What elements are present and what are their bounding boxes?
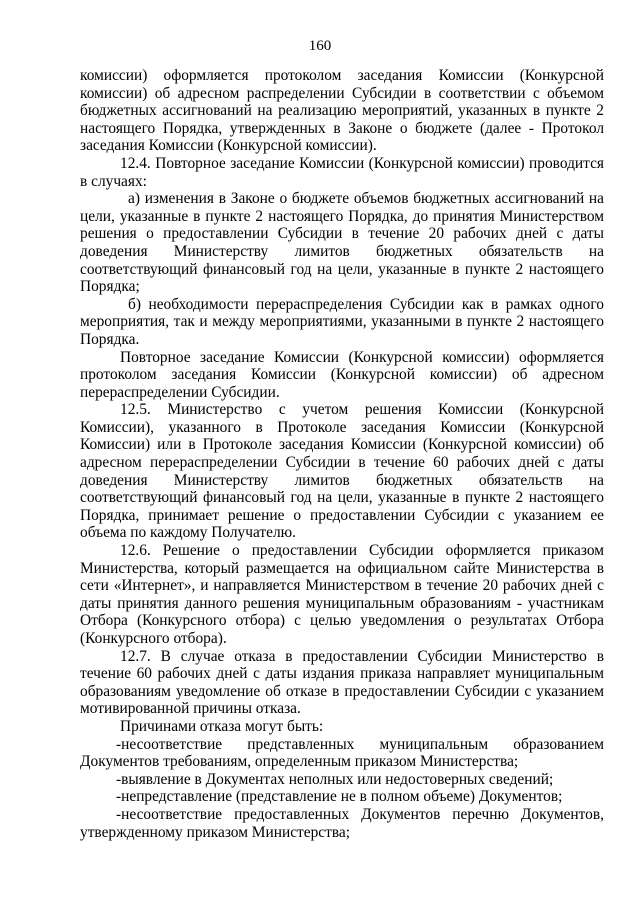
list-item-reason-2: -выявление в Документах неполных или недостоверных сведений; xyxy=(116,770,554,788)
paragraph-12-7: 12.7. В случае отказа в предоставлении Субсидии Министерство в течение 60 рабочих дней с даты издания приказа направляет муниципальным образованиям уведомление об отказе в предоставлении Субсидии с указанием мотивированной причины отказа. xyxy=(80,647,604,718)
paragraph-continuation: комиссии) оформляется протоколом заседания Комиссии (Конкурсной комиссии) об адресном распределении Субсидии в соответствии с объемом бюджетных ассигнований на реализацию мероприятий, указанных в пункте 2 настоящего Порядка, утвержденных в Законе о бюджете (далее - Протокол заседания Комиссии (Конкурсной комиссии). xyxy=(80,67,604,155)
page-number: 160 xyxy=(308,38,332,54)
paragraph-12-4: 12.4. Повторное заседание Комиссии (Конкурсной комиссии) проводится в случаях: xyxy=(80,154,604,190)
paragraph-refusal-reasons-intro: Причинами отказа могут быть: xyxy=(120,717,324,735)
paragraph-12-6: 12.6. Решение о предоставлении Субсидии оформляется приказом Министерства, который размещается на официальном сайте Министерства в сети «Интернет», и направляется Министерством в течение 20 рабочих дней с даты принятия данного решения муниципальным образованиям - участникам Отбора (Конкурсного отбора) с целью уведомления о результатах Отбора (Конкурсного отбора). xyxy=(80,542,604,647)
list-item-reason-1: -несоответствие представленных муниципальным образованием Документов требованиям, определенным приказом Министерства; xyxy=(80,735,604,771)
paragraph-12-5: 12.5. Министерство с учетом решения Комиссии (Конкурсной Комиссии), указанного в Протоколе заседания Комиссии (Конкурсной Комиссии) или в Протоколе заседания Комиссии (Конкурсной комиссии) об адресном перераспределении Субсидии в течение 60 рабочих дней с даты доведения Министерству лимитов бюджетных обязательств на соответствующий финансовый год на цели, указанные в пункте 2 настоящего Порядка, принимает решение о предоставлении Субсидии с указанием ее объема по каждому Получателю. xyxy=(80,401,604,542)
paragraph-repeat-meeting: Повторное заседание Комиссии (Конкурсной комиссии) оформляется протоколом заседания Комиссии (Конкурсной комиссии) об адресном перераспределении Субсидии. xyxy=(80,348,604,401)
document-body xyxy=(80,67,604,841)
list-item-reason-3: -непредставление (представление не в полном объеме) Документов; xyxy=(116,788,563,806)
list-item-reason-4: -несоответствие предоставленных Документов перечню Документов, утвержденному приказом Министерства; xyxy=(80,805,604,841)
paragraph-12-4-b: б) необходимости перераспределения Субсидии как в рамках одного мероприятия, так и между мероприятиями, указанными в пункте 2 настоящего Порядка. xyxy=(80,295,604,348)
paragraph-12-4-a: а) изменения в Законе о бюджете объемов бюджетных ассигнований на цели, указанные в пункте 2 настоящего Порядка, до принятия Министерством решения о предоставлении Субсидии в течение 20 рабочих дней с даты доведения Министерству лимитов бюджетных обязательств на соответствующий финансовый год на цели, указанные в пункте 2 настоящего Порядка; xyxy=(80,190,604,296)
